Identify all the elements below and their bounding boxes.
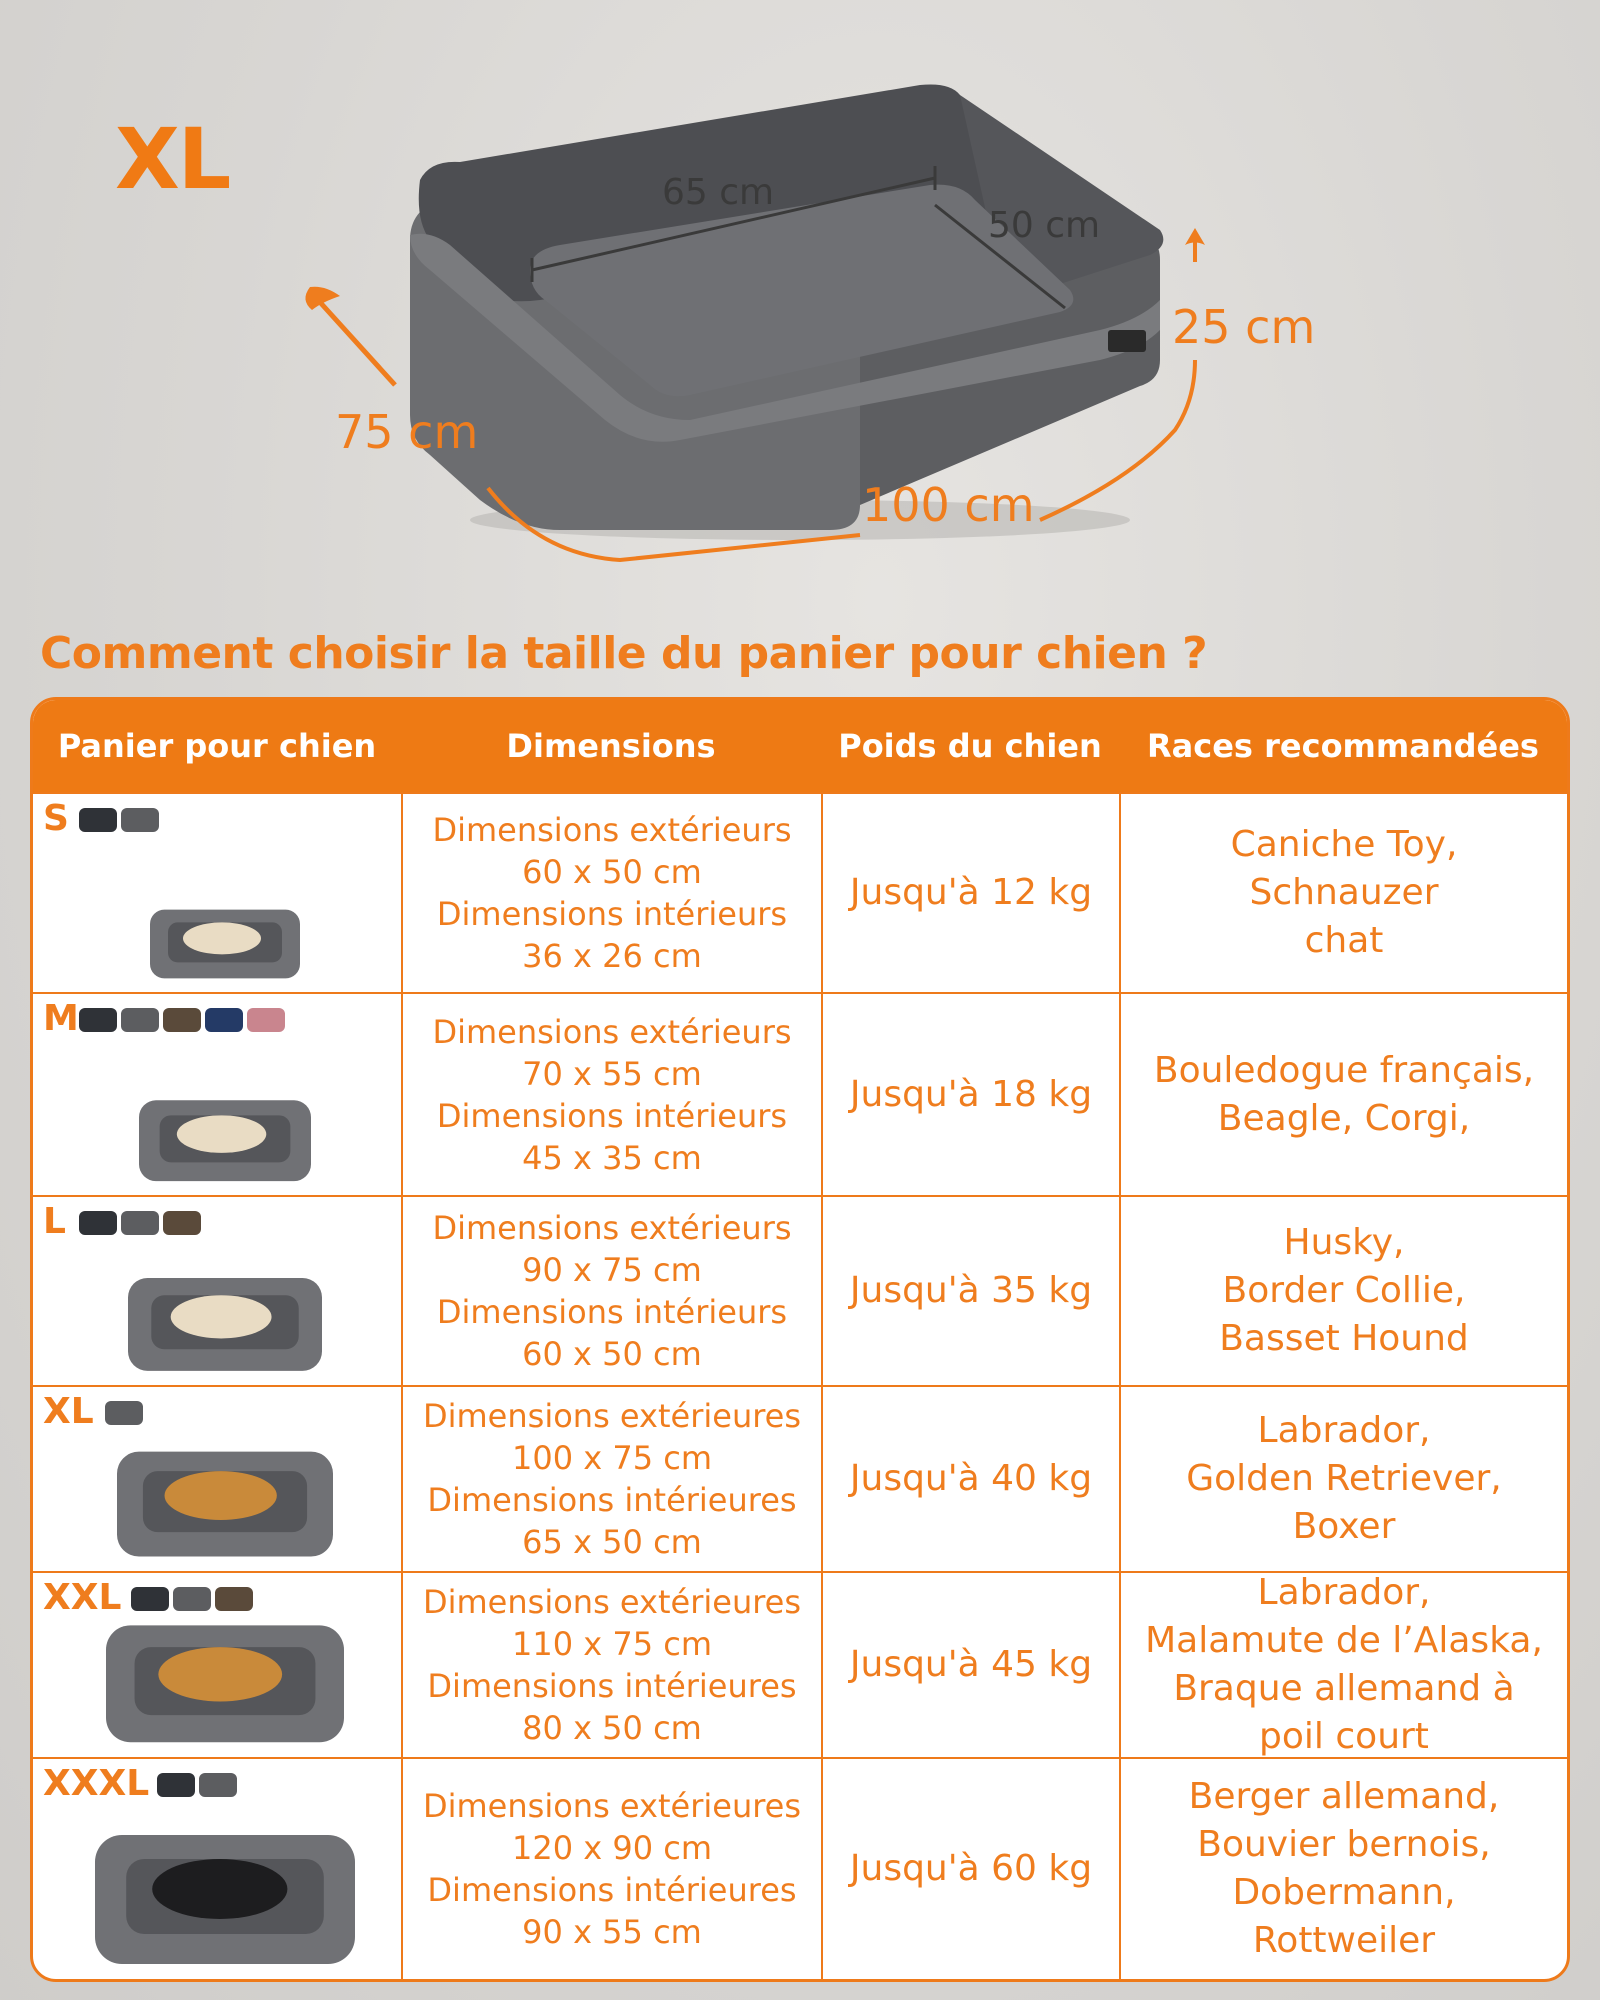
bed-thumbnail — [117, 1437, 333, 1559]
outer-depth-label: 75 cm — [335, 405, 479, 459]
dimension-line: Dimensions extérieures — [422, 1583, 802, 1621]
color-swatches — [79, 1211, 201, 1235]
table-row — [33, 992, 1567, 1195]
bed-thumbnail — [95, 1817, 355, 1967]
size-cell — [33, 1759, 401, 1979]
size-cell — [33, 994, 401, 1195]
breed-line: Golden Retriever, — [1186, 1458, 1502, 1499]
header-dimensions: Dimensions — [506, 727, 716, 765]
outer-length-label: 100 cm — [862, 478, 1035, 532]
color-swatch[interactable] — [199, 1773, 237, 1797]
breeds-cell — [1119, 994, 1567, 1195]
header-bed: Panier pour chien — [57, 727, 377, 765]
dog-bed-illustration — [0, 0, 1600, 600]
size-cell — [33, 794, 401, 992]
dimension-line: Dimensions intérieures — [427, 1667, 797, 1705]
table-row — [33, 1195, 1567, 1385]
breed-line: Bouledogue français, — [1153, 1049, 1535, 1091]
size-label: M — [43, 998, 79, 1039]
color-swatches — [79, 808, 159, 832]
color-swatch[interactable] — [79, 1211, 117, 1235]
inner-length-label: 65 cm — [662, 172, 775, 213]
breed-line: Labrador, — [1257, 1572, 1431, 1613]
color-swatch[interactable] — [247, 1008, 285, 1032]
product-hero — [0, 0, 1600, 600]
breed-line: Boxer — [1292, 1506, 1396, 1547]
breed-line: Labrador, — [1257, 1410, 1431, 1451]
dimension-line: Dimensions intérieures — [427, 1871, 797, 1909]
color-swatch[interactable] — [121, 808, 159, 832]
color-swatches — [157, 1773, 237, 1797]
dimension-line: 120 x 90 cm — [511, 1829, 712, 1867]
size-cell — [33, 1573, 401, 1757]
color-swatch[interactable] — [163, 1211, 201, 1235]
header-weight: Poids du chien — [838, 727, 1102, 765]
dimension-line: Dimensions extérieures — [422, 1787, 802, 1825]
size-label: S — [43, 798, 69, 839]
weight-cell: Jusqu'à 12 kg — [821, 794, 1119, 992]
dimensions-cell — [401, 1387, 821, 1571]
table-header — [33, 700, 1567, 792]
dimension-line: 60 x 50 cm — [522, 1335, 702, 1373]
weight-cell: Jusqu'à 45 kg — [821, 1573, 1119, 1757]
dimensions-cell — [401, 794, 821, 992]
bed-thumbnail — [128, 1265, 322, 1373]
breeds-cell — [1119, 1759, 1567, 1979]
dimensions-cell — [401, 1759, 821, 1979]
breed-line: Malamute de l’Alaska, — [1145, 1620, 1543, 1661]
size-label: XXL — [43, 1577, 122, 1618]
dimension-line: 110 x 75 cm — [511, 1625, 712, 1663]
breed-line: Rottweiler — [1252, 1920, 1436, 1961]
weight-cell: Jusqu'à 35 kg — [821, 1197, 1119, 1385]
dimension-line: Dimensions intérieurs — [436, 1293, 788, 1331]
dimension-line: 90 x 75 cm — [522, 1251, 702, 1289]
color-swatch[interactable] — [173, 1587, 211, 1611]
breeds-cell — [1119, 1387, 1567, 1571]
breed-line: Bouvier bernois, — [1197, 1824, 1491, 1865]
size-label: XL — [43, 1391, 94, 1432]
breed-line: Basset Hound — [1219, 1318, 1469, 1359]
dimension-line: 100 x 75 cm — [511, 1439, 712, 1477]
color-swatch[interactable] — [205, 1008, 243, 1032]
size-guide-heading: Comment choisir la taille du panier pour chien ? — [40, 628, 1208, 679]
breed-line: Berger allemand, — [1188, 1776, 1500, 1817]
dimension-line: Dimensions extérieurs — [432, 1012, 792, 1051]
color-swatch[interactable] — [105, 1401, 143, 1425]
breed-line: poil court — [1259, 1716, 1429, 1757]
color-swatch[interactable] — [121, 1211, 159, 1235]
breed-line: Beagle, Corgi, — [1217, 1097, 1471, 1139]
dimension-line: 80 x 50 cm — [522, 1709, 702, 1747]
color-swatch[interactable] — [163, 1008, 201, 1032]
size-table — [30, 697, 1570, 1982]
color-swatches — [79, 1008, 285, 1032]
bed-thumbnail — [106, 1609, 344, 1745]
breed-line: Dobermann, — [1232, 1872, 1456, 1913]
bed-thumbnail — [150, 900, 300, 980]
dimension-line: Dimensions intérieures — [427, 1481, 797, 1519]
dimension-line: Dimensions extérieurs — [432, 811, 792, 849]
breed-line: Braque allemand à — [1173, 1668, 1515, 1709]
table-row — [33, 1757, 1567, 1979]
color-swatches — [105, 1401, 143, 1425]
dimension-line: Dimensions intérieurs — [436, 1096, 788, 1135]
dimension-line: Dimensions extérieurs — [432, 1209, 792, 1247]
dimension-line: 65 x 50 cm — [522, 1523, 702, 1561]
breed-line: Schnauzer — [1249, 872, 1439, 913]
breed-line: Husky, — [1283, 1222, 1405, 1263]
breed-line: Border Collie, — [1222, 1270, 1466, 1311]
color-swatch[interactable] — [79, 808, 117, 832]
color-swatch[interactable] — [79, 1008, 117, 1032]
table-row — [33, 1385, 1567, 1571]
breed-line: Caniche Toy, — [1230, 824, 1458, 865]
weight-cell: Jusqu'à 40 kg — [821, 1387, 1119, 1571]
table-row — [33, 1571, 1567, 1757]
bed-thumbnail — [139, 1089, 311, 1183]
size-tag: XL — [115, 110, 230, 208]
dimension-line: 45 x 35 cm — [522, 1138, 702, 1177]
color-swatch[interactable] — [157, 1773, 195, 1797]
breeds-cell — [1119, 794, 1567, 992]
dimension-line: 60 x 50 cm — [522, 853, 702, 891]
weight-cell: Jusqu'à 18 kg — [821, 994, 1119, 1195]
dimensions-cell — [401, 994, 821, 1195]
height-label: 25 cm — [1172, 300, 1316, 354]
size-cell — [33, 1387, 401, 1571]
dimension-line: 70 x 55 cm — [522, 1054, 702, 1093]
breeds-cell — [1119, 1197, 1567, 1385]
dimensions-cell — [401, 1197, 821, 1385]
size-label: XXXL — [43, 1763, 150, 1804]
weight-cell: Jusqu'à 60 kg — [821, 1759, 1119, 1979]
size-label: L — [43, 1201, 66, 1242]
color-swatch[interactable] — [121, 1008, 159, 1032]
dimension-line: Dimensions extérieures — [422, 1397, 802, 1435]
size-cell — [33, 1197, 401, 1385]
breed-line: chat — [1304, 920, 1384, 961]
breeds-cell — [1119, 1573, 1567, 1757]
dimension-line: 90 x 55 cm — [522, 1913, 702, 1951]
table-row — [33, 792, 1567, 992]
dimensions-cell — [401, 1573, 821, 1757]
color-swatches — [131, 1587, 253, 1611]
dimension-line: Dimensions intérieurs — [436, 895, 788, 933]
inner-width-label: 50 cm — [988, 205, 1101, 246]
dimension-line: 36 x 26 cm — [522, 937, 702, 975]
header-breeds: Races recommandées — [1147, 727, 1539, 765]
color-swatch[interactable] — [131, 1587, 169, 1611]
color-swatch[interactable] — [215, 1587, 253, 1611]
